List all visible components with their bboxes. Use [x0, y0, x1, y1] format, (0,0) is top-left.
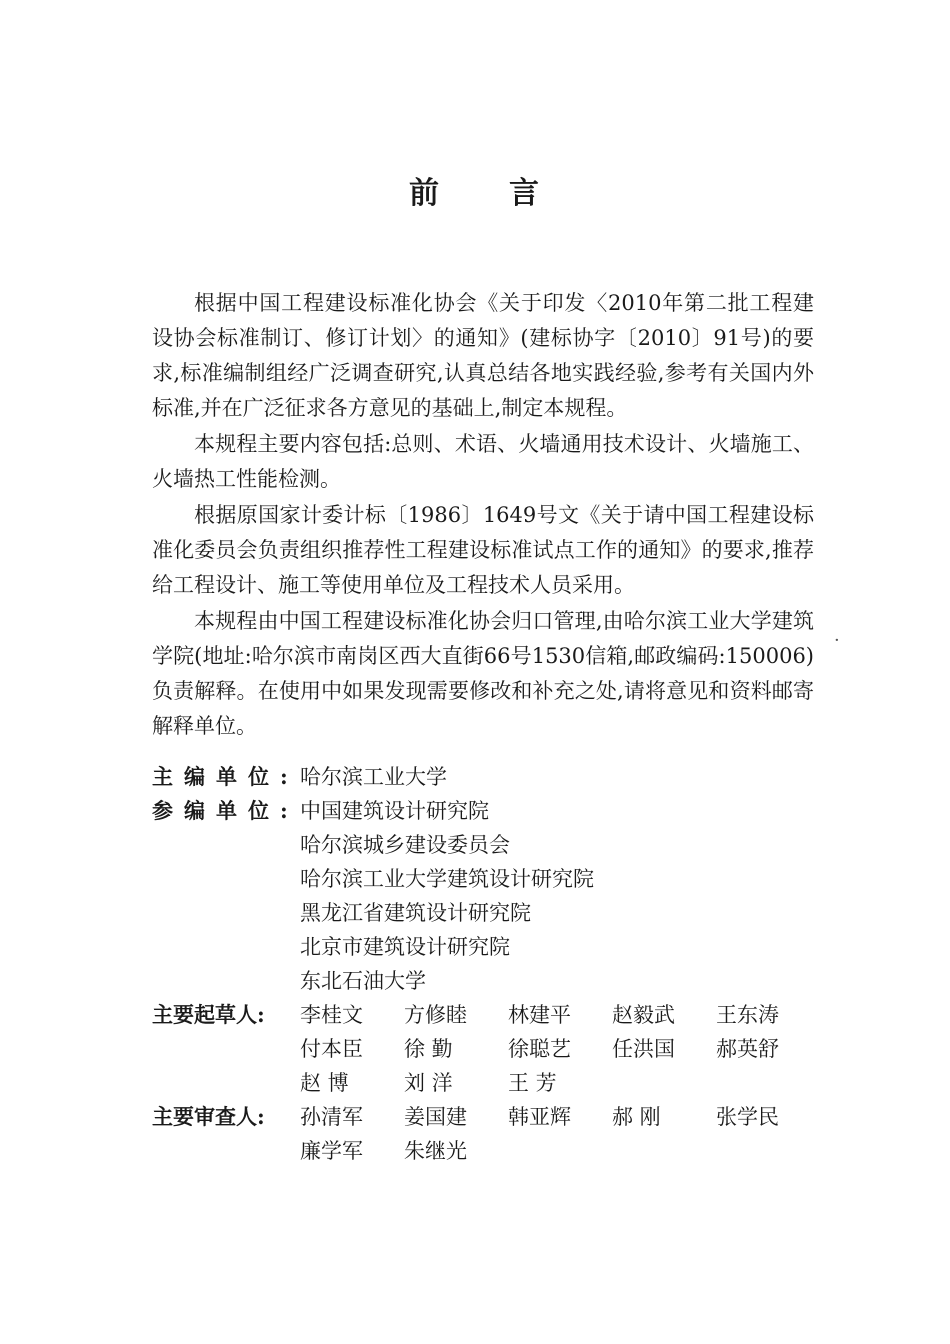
reviewer-name: 韩亚辉 [508, 1105, 571, 1129]
reviewers-list [300, 1100, 820, 1168]
paragraph-contents: 本规程主要内容包括:总则、术语、火墙通用技术设计、火墙施工、火墙热工性能检测。 [152, 432, 814, 491]
drafters-list [300, 998, 820, 1100]
drafter-name: 林建平 [508, 1003, 571, 1027]
reviewers-label: 主要审查人: [152, 1104, 265, 1129]
participating-unit: 黑龙江省建筑设计研究院 [300, 901, 531, 925]
drafters-row [152, 998, 814, 1100]
label-char: 编 [184, 798, 205, 823]
reviewer-name: 张学民 [716, 1105, 779, 1129]
participating-unit: 哈尔滨工业大学建筑设计研究院 [300, 867, 594, 891]
drafter-name: 赵毅武 [612, 1003, 675, 1027]
label-char: : [280, 798, 288, 823]
paragraph-basis: 根据中国工程建设标准化协会《关于印发〈2010年第二批工程建设协会标准制订、修订计划〉的通知》(建标协字〔2010〕91号)的要求,标准编制组经广泛调查研究,认真总结各地实践经验,参考有关国内外标准,并在广泛征求各方意见的基础上,制定本规程。 [152, 291, 814, 420]
drafter-name: 任洪国 [612, 1037, 675, 1061]
foreword-body [152, 286, 814, 744]
drafter-name: 付本臣 [300, 1037, 363, 1061]
label-char: 参 [152, 798, 173, 823]
chief-unit-row [152, 760, 814, 794]
participating-unit: 哈尔滨城乡建设委员会 [300, 833, 510, 857]
reviewers-row [152, 1100, 814, 1168]
reviewer-name: 姜国建 [404, 1105, 467, 1129]
label-char: 单 [216, 798, 237, 823]
title-char-left: 前 [409, 176, 441, 211]
drafters-label: 主要起草人: [152, 1002, 265, 1027]
participating-unit: 东北石油大学 [300, 969, 426, 993]
drafter-name: 刘 洋 [404, 1071, 453, 1095]
title-char-right: 言 [509, 176, 541, 211]
participating-unit: 北京市建筑设计研究院 [300, 935, 510, 959]
paragraph-management: 本规程由中国工程建设标准化协会归口管理,由哈尔滨工业大学建筑学院(地址:哈尔滨市南岗区西大直街66号1530信箱,邮政编码:150006)负责解释。在使用中如果发现需要修改和补充之处,请将意见和资料邮寄解释单位。 [152, 609, 814, 738]
participating-units-label [152, 794, 300, 828]
participating-unit: 中国建筑设计研究院 [300, 799, 489, 823]
participating-units-row [152, 794, 814, 998]
paragraph-recommendation: 根据原国家计委计标〔1986〕1649号文《关于请中国工程建设标准化委员会负责组织推荐性工程建设标准试点工作的通知》的要求,推荐给工程设计、施工等使用单位及工程技术人员采用。 [152, 503, 814, 597]
drafter-name: 李桂文 [300, 1003, 363, 1027]
label-char: 主 [152, 764, 173, 789]
chief-unit-label [152, 760, 300, 794]
drafter-name: 赵 博 [300, 1071, 349, 1095]
reviewer-name: 孙清军 [300, 1105, 363, 1129]
margin-dot: · [834, 630, 840, 651]
drafter-name: 王东涛 [716, 1003, 779, 1027]
credits-section [152, 760, 814, 1168]
drafter-name: 王 芳 [508, 1071, 557, 1095]
drafter-name: 方修睦 [404, 1003, 467, 1027]
chief-unit-value: 哈尔滨工业大学 [300, 765, 447, 789]
drafter-name: 郝英舒 [716, 1037, 779, 1061]
reviewer-name: 朱继光 [404, 1139, 467, 1163]
drafter-name: 徐聪艺 [508, 1037, 571, 1061]
page-title [0, 168, 950, 212]
label-char: 位 [248, 798, 269, 823]
label-char: 位 [248, 764, 269, 789]
participating-units-list [300, 794, 814, 998]
label-char: 编 [184, 764, 205, 789]
drafter-name: 徐 勤 [404, 1037, 453, 1061]
label-char: 单 [216, 764, 237, 789]
reviewer-name: 廉学军 [300, 1139, 363, 1163]
label-char: : [280, 764, 288, 789]
reviewer-name: 郝 刚 [612, 1105, 661, 1129]
